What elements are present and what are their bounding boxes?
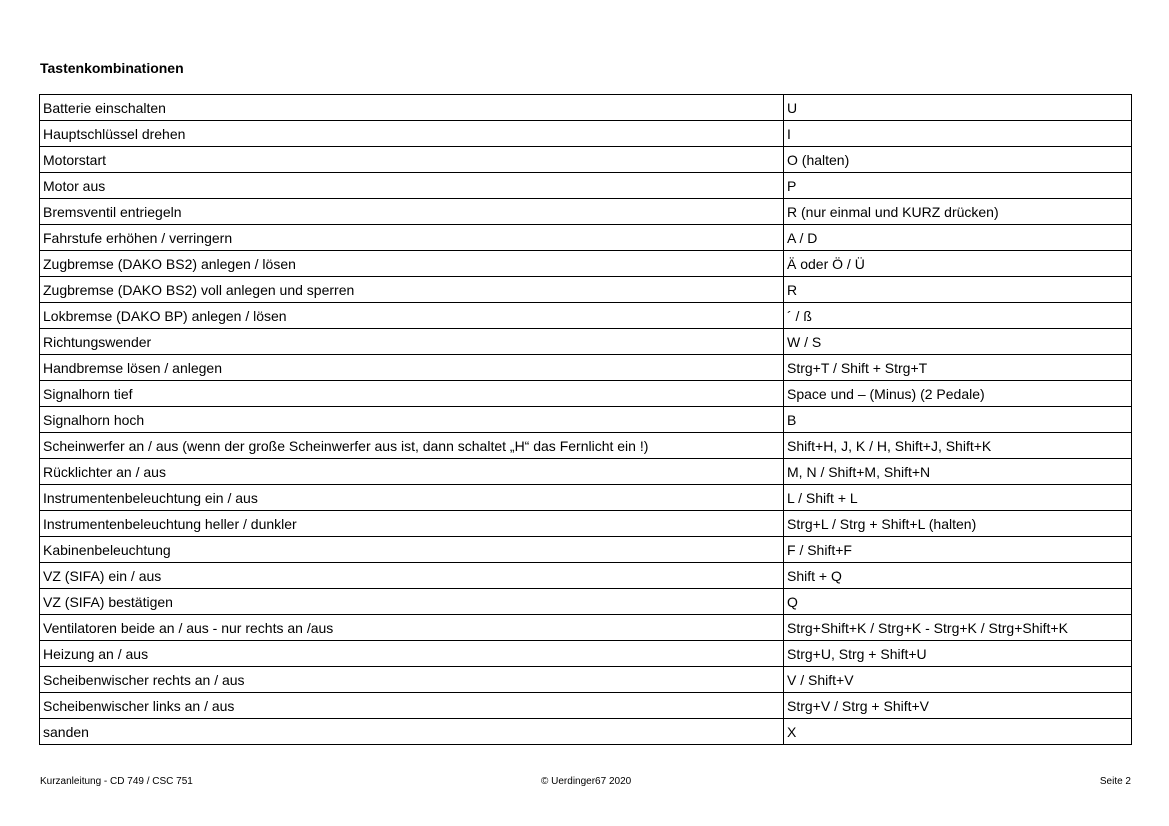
table-row — [40, 511, 1132, 537]
key-cell: A / D — [784, 225, 1132, 251]
key-cell: Ä oder Ö / Ü — [784, 251, 1132, 277]
action-cell: Batterie einschalten — [40, 95, 784, 121]
table-row — [40, 251, 1132, 277]
footer-page-number: Seite 2 — [1099, 776, 1131, 787]
key-cell: Shift+H, J, K / H, Shift+J, Shift+K — [784, 433, 1132, 459]
action-cell: Zugbremse (DAKO BS2) anlegen / lösen — [40, 251, 784, 277]
table-row — [40, 199, 1132, 225]
table-row — [40, 407, 1132, 433]
action-cell: Signalhorn tief — [40, 381, 784, 407]
action-cell: Motor aus — [40, 173, 784, 199]
action-cell: Signalhorn hoch — [40, 407, 784, 433]
key-cell: R (nur einmal und KURZ drücken) — [784, 199, 1132, 225]
key-cell: Strg+T / Shift + Strg+T — [784, 355, 1132, 381]
action-cell: sanden — [40, 719, 784, 745]
key-cell: Strg+Shift+K / Strg+K - Strg+K / Strg+Shift+K — [784, 615, 1132, 641]
key-cell: O (halten) — [784, 147, 1132, 173]
action-cell: Handbremse lösen / anlegen — [40, 355, 784, 381]
action-cell: Kabinenbeleuchtung — [40, 537, 784, 563]
table-row — [40, 459, 1132, 485]
action-cell: Hauptschlüssel drehen — [40, 121, 784, 147]
action-cell: Fahrstufe erhöhen / verringern — [40, 225, 784, 251]
table-row — [40, 719, 1132, 745]
shortcut-table-body — [40, 95, 1132, 745]
table-row — [40, 537, 1132, 563]
footer-copyright: © Uerdinger67 2020 — [541, 776, 632, 787]
action-cell: Richtungswender — [40, 329, 784, 355]
action-cell: Lokbremse (DAKO BP) anlegen / lösen — [40, 303, 784, 329]
key-cell: M, N / Shift+M, Shift+N — [784, 459, 1132, 485]
table-row — [40, 433, 1132, 459]
key-cell: F / Shift+F — [784, 537, 1132, 563]
key-cell: ´ / ß — [784, 303, 1132, 329]
key-cell: U — [784, 95, 1132, 121]
table-row — [40, 225, 1132, 251]
table-row — [40, 277, 1132, 303]
table-row — [40, 485, 1132, 511]
shortcut-table — [39, 94, 1132, 745]
action-cell: Zugbremse (DAKO BS2) voll anlegen und sperren — [40, 277, 784, 303]
table-row — [40, 95, 1132, 121]
table-row — [40, 563, 1132, 589]
key-cell: V / Shift+V — [784, 667, 1132, 693]
table-row — [40, 121, 1132, 147]
key-cell: I — [784, 121, 1132, 147]
key-cell: Strg+L / Strg + Shift+L (halten) — [784, 511, 1132, 537]
key-cell: P — [784, 173, 1132, 199]
key-cell: Space und – (Minus) (2 Pedale) — [784, 381, 1132, 407]
table-row — [40, 693, 1132, 719]
table-row — [40, 355, 1132, 381]
key-cell: Q — [784, 589, 1132, 615]
key-cell: B — [784, 407, 1132, 433]
action-cell: VZ (SIFA) bestätigen — [40, 589, 784, 615]
action-cell: Instrumentenbeleuchtung ein / aus — [40, 485, 784, 511]
key-cell: X — [784, 719, 1132, 745]
key-cell: R — [784, 277, 1132, 303]
table-row — [40, 173, 1132, 199]
key-cell: W / S — [784, 329, 1132, 355]
action-cell: Heizung an / aus — [40, 641, 784, 667]
action-cell: VZ (SIFA) ein / aus — [40, 563, 784, 589]
footer-document-title: Kurzanleitung - CD 749 / CSC 751 — [40, 776, 193, 787]
action-cell: Scheinwerfer an / aus (wenn der große Scheinwerfer aus ist, dann schaltet „H“ das Fernlicht ein !) — [40, 433, 784, 459]
action-cell: Bremsventil entriegeln — [40, 199, 784, 225]
action-cell: Instrumentenbeleuchtung heller / dunkler — [40, 511, 784, 537]
action-cell: Motorstart — [40, 147, 784, 173]
table-row — [40, 329, 1132, 355]
action-cell: Ventilatoren beide an / aus - nur rechts an /aus — [40, 615, 784, 641]
action-cell: Scheibenwischer rechts an / aus — [40, 667, 784, 693]
table-row — [40, 381, 1132, 407]
page-title: Tastenkombinationen — [40, 60, 184, 76]
action-cell: Rücklichter an / aus — [40, 459, 784, 485]
table-row — [40, 667, 1132, 693]
action-cell: Scheibenwischer links an / aus — [40, 693, 784, 719]
table-row — [40, 303, 1132, 329]
table-row — [40, 147, 1132, 173]
table-row — [40, 589, 1132, 615]
key-cell: Shift + Q — [784, 563, 1132, 589]
key-cell: Strg+V / Strg + Shift+V — [784, 693, 1132, 719]
table-row — [40, 641, 1132, 667]
key-cell: Strg+U, Strg + Shift+U — [784, 641, 1132, 667]
table-row — [40, 615, 1132, 641]
key-cell: L / Shift + L — [784, 485, 1132, 511]
